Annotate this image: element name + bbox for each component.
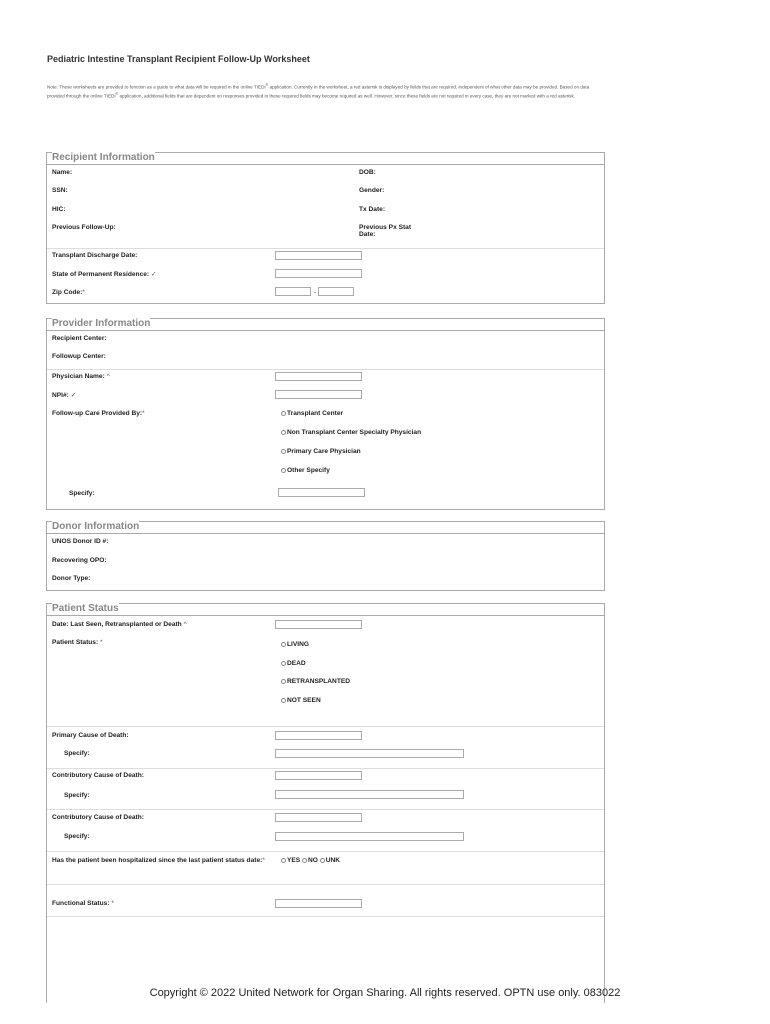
care-provided-by-label: Follow-up Care Provided By:* (52, 410, 145, 417)
zip-code-input[interactable] (275, 287, 311, 296)
previous-px-stat-date-label: Previous Px Stat Date: (359, 224, 412, 238)
gender-label: Gender: (359, 187, 385, 194)
section-title: Recipient Information (52, 152, 155, 163)
followup-center-label: Followup Center: (52, 353, 106, 360)
contributory-2-specify-input[interactable] (275, 832, 464, 841)
hic-label: HIC: (52, 206, 66, 213)
tx-date-label: Tx Date: (359, 206, 386, 213)
primary-cause-of-death-label: Primary Cause of Death: (52, 732, 129, 739)
worksheet-note: Note: These worksheets are provided to function as a guide to what data will be required in the online TIEDI® application. Currently in the worksheet, a red asterisk is displayed by fields that are required, independent of what other data may be provided. Based on data provided through the online TIEDI® application, additional fields that are dependent on responses provided in these required fields may become required as well. However, since these fields are not required in every case, they are not marked with a red asterisk. (47, 83, 590, 99)
contributory-cause-2-input[interactable] (275, 813, 362, 822)
name-label: Name: (52, 169, 73, 176)
radio-no[interactable] (302, 858, 307, 863)
contributory-2-specify-label: Specify: (64, 833, 90, 840)
radio-not-seen[interactable]: NOT SEEN (281, 697, 321, 704)
state-residence-label: State of Permanent Residence: ✓ (52, 271, 157, 278)
contributory-cause-1-input[interactable] (275, 771, 362, 780)
functional-status-label: Functional Status: * (52, 900, 114, 907)
primary-specify-label: Specify: (64, 750, 90, 757)
radio-transplant-center[interactable]: Transplant Center (281, 410, 343, 417)
donor-type-label: Donor Type: (52, 575, 91, 582)
contributory-1-specify-input[interactable] (275, 790, 464, 799)
section-title: Provider Information (52, 318, 151, 329)
zip-extension-input[interactable] (318, 287, 354, 296)
patient-status-section (46, 603, 605, 1003)
radio-other-specify[interactable]: Other Specify (281, 467, 330, 474)
recipient-center-label: Recipient Center: (52, 335, 107, 342)
page-title: Pediatric Intestine Transplant Recipient Follow-Up Worksheet (47, 54, 310, 64)
dob-label: DOB: (359, 169, 376, 176)
hospitalized-label: Has the patient been hospitalized since the last patient status date:* (52, 857, 265, 864)
radio-retransplanted[interactable]: RETRANSPLANTED (281, 678, 350, 685)
zip-separator: - (314, 289, 317, 296)
state-residence-input[interactable] (275, 269, 362, 278)
npi-input[interactable] (275, 390, 362, 399)
recipient-information-section (46, 152, 605, 304)
section-title: Patient Status (52, 603, 119, 614)
radio-hospitalized-group: YES NO UNK (281, 857, 340, 864)
physician-name-input[interactable] (275, 372, 362, 381)
contributory-cause-2-label: Contributory Cause of Death: (52, 814, 144, 821)
specify-label: Specify: (69, 490, 95, 497)
copyright-footer: Copyright © 2022 United Network for Organ Sharing. All rights reserved. OPTN use only. 083022 (149, 987, 621, 999)
date-last-seen-label: Date: Last Seen, Retransplanted or Death ^ (52, 621, 187, 628)
radio-non-transplant-specialty[interactable]: Non Transplant Center Specialty Physician (281, 429, 421, 436)
patient-status-label: Patient Status: * (52, 639, 103, 646)
date-last-seen-input[interactable] (275, 620, 362, 629)
radio-primary-care-physician[interactable]: Primary Care Physician (281, 448, 361, 455)
radio-dead[interactable]: DEAD (281, 660, 306, 667)
radio-unk[interactable] (320, 858, 325, 863)
physician-name-label: Physician Name: ^ (52, 373, 110, 380)
npi-label: NPI#: ✓ (52, 392, 77, 399)
discharge-date-input[interactable] (275, 251, 362, 260)
ssn-label: SSN: (52, 187, 68, 194)
radio-yes[interactable] (281, 858, 286, 863)
section-title: Donor Information (52, 521, 140, 532)
previous-followup-label: Previous Follow-Up: (52, 224, 116, 231)
contributory-cause-1-label: Contributory Cause of Death: (52, 772, 144, 779)
zip-code-label: Zip Code:* (52, 289, 85, 296)
discharge-date-label: Transplant Discharge Date: (52, 252, 138, 259)
recovering-opo-label: Recovering OPO: (52, 557, 107, 564)
radio-living[interactable]: LIVING (281, 641, 309, 648)
specify-input[interactable] (278, 488, 365, 497)
donor-information-section (46, 521, 605, 591)
unos-donor-id-label: UNOS Donor ID #: (52, 538, 109, 545)
primary-specify-input[interactable] (275, 749, 464, 758)
functional-status-input[interactable] (275, 899, 362, 908)
primary-cause-of-death-input[interactable] (275, 731, 362, 740)
contributory-1-specify-label: Specify: (64, 792, 90, 799)
provider-information-section (46, 318, 605, 510)
